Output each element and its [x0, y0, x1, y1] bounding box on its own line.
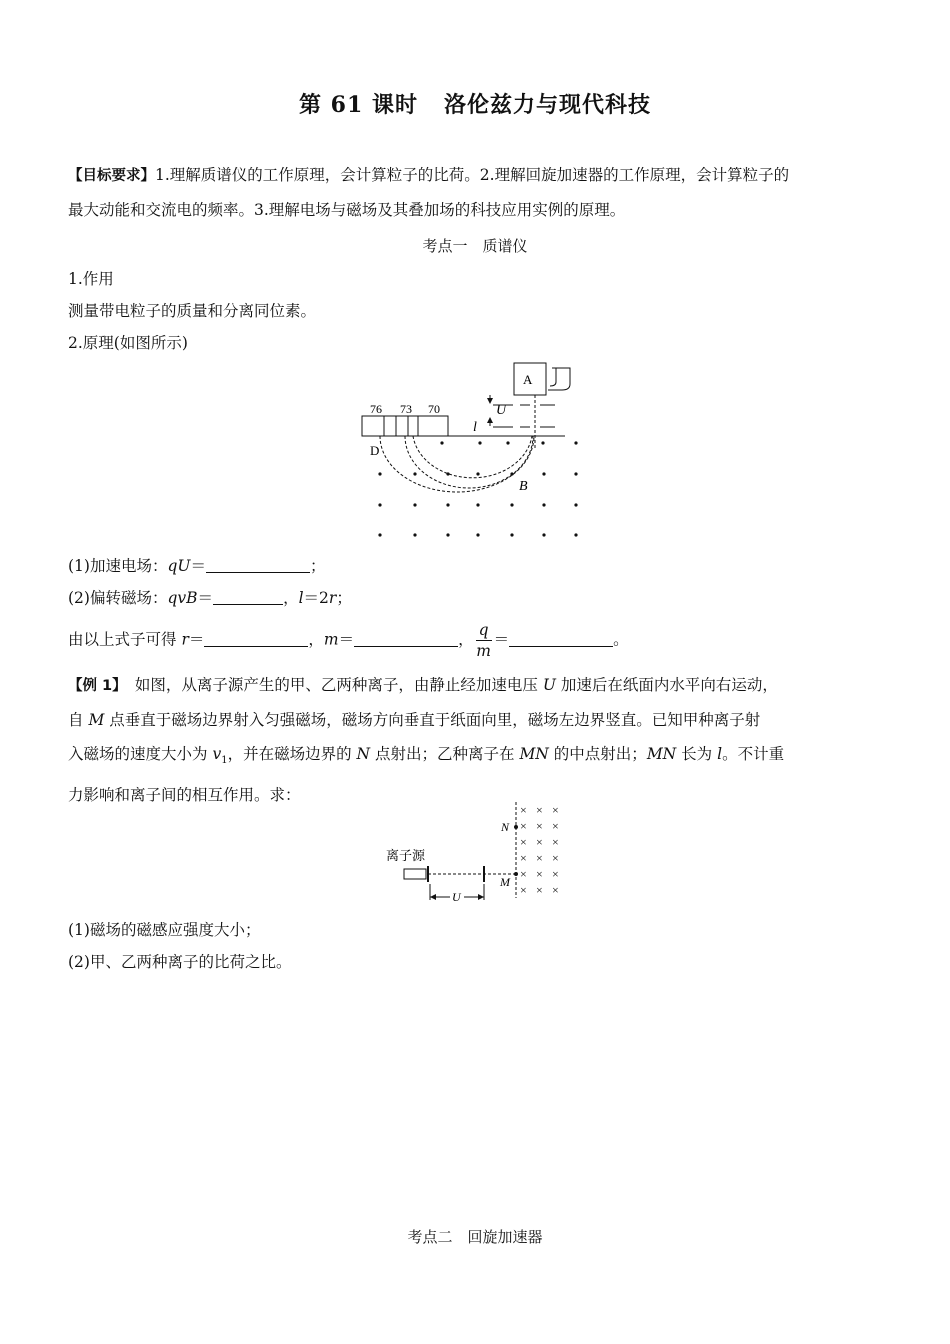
ion-source-label: 离子源	[386, 848, 426, 863]
example-text: 点射出；乙种离子在	[370, 745, 520, 763]
mark-76: 76	[370, 402, 382, 416]
question-1: (1)磁场的磁感应强度大小；	[68, 921, 261, 939]
formula-results	[68, 620, 883, 661]
svg-text:×: ×	[552, 819, 559, 833]
point-n-label: N	[501, 820, 510, 834]
objectives-tag: 【目标要求】	[68, 168, 155, 184]
svg-text:×: ×	[552, 803, 559, 817]
answer-blank-5[interactable]	[509, 630, 613, 647]
example-1	[68, 668, 883, 812]
formula3-eq3: ＝	[493, 630, 510, 649]
svg-text:×: ×	[552, 883, 559, 897]
detector-d-label: D	[370, 443, 380, 458]
lesson-topic: 洛伦兹力与现代科技	[443, 92, 651, 118]
svg-text:×: ×	[536, 851, 543, 865]
formula3-eq2: ＝	[338, 630, 355, 649]
svg-text:×: ×	[536, 835, 543, 849]
svg-text:×: ×	[552, 867, 559, 881]
svg-text:×: ×	[536, 867, 543, 881]
example-var: N	[356, 745, 371, 763]
function-heading: 1.作用	[68, 270, 114, 288]
field-crosses	[520, 803, 559, 897]
formula2-var: qvB	[167, 589, 198, 607]
voltage-u-label: U	[496, 403, 507, 418]
svg-text:×: ×	[520, 867, 527, 881]
principle-heading: 2.原理(如图所示)	[68, 334, 188, 352]
function-text: 测量带电粒子的质量和分离同位素。	[68, 302, 317, 320]
example-text: ，并在磁场边界的	[227, 745, 357, 763]
example-var: MN	[646, 745, 677, 763]
ion-source-diagram	[384, 800, 574, 910]
point-m-label: M	[500, 875, 510, 889]
answer-blank-2[interactable]	[213, 588, 283, 605]
length-l-label: l	[473, 420, 477, 435]
example-text: 力影响和离子间的相互作用。求：	[68, 786, 301, 805]
formula1-var: qU	[167, 557, 191, 575]
example-var: v	[212, 745, 222, 763]
answer-blank-3[interactable]	[204, 630, 308, 647]
svg-text:×: ×	[536, 819, 543, 833]
example-var: l	[717, 745, 723, 763]
example-var: U	[542, 676, 556, 694]
example-text: 点垂直于磁场边界射入匀强磁场，磁场方向垂直于纸面向里，磁场左边界竖直。已知甲种离子射	[104, 711, 761, 729]
formula3-eq1: ＝	[188, 630, 205, 649]
formula2-eq2: ＝2	[303, 589, 329, 607]
svg-text:×: ×	[520, 883, 527, 897]
formula1-end: ；	[309, 557, 326, 575]
mass-spectrometer-diagram	[360, 360, 590, 545]
formula2-eq: ＝	[197, 589, 214, 607]
svg-text:×: ×	[536, 883, 543, 897]
field-dots	[378, 441, 577, 536]
page-title	[0, 88, 950, 119]
objectives-line2: 最大动能和交流电的频率。3.理解电场与磁场及其叠加场的科技应用实例的原理。	[68, 201, 626, 219]
section1-heading: 考点一 质谱仪	[422, 237, 528, 255]
formula2-l: l	[298, 589, 304, 607]
example-text: 加速后在纸面内水平向右运动，	[555, 676, 778, 694]
example-text: 长为	[676, 745, 718, 763]
question-2: (2)甲、乙两种离子的比荷之比。	[68, 953, 292, 971]
objectives	[68, 158, 883, 227]
svg-text:×: ×	[536, 803, 543, 817]
svg-text:×: ×	[552, 851, 559, 865]
svg-text:×: ×	[520, 803, 527, 817]
formula3-m: m	[323, 630, 339, 649]
example-text: 自	[68, 711, 89, 729]
svg-text:×: ×	[520, 835, 527, 849]
example-text: 入磁场的速度大小为	[68, 745, 213, 763]
mark-70: 70	[428, 402, 440, 416]
lesson-number: 第 61 课时	[299, 92, 418, 118]
example-var: MN	[519, 745, 549, 763]
svg-text:×: ×	[520, 851, 527, 865]
example-text: 如图，从离子源产生的甲、乙两种离子，由静止经加速电压	[119, 676, 543, 694]
formula3-end: 。	[613, 630, 629, 649]
objectives-line1: 1.理解质谱仪的工作原理，会计算粒子的比荷。2.理解回旋加速器的工作原理，会计算粒子的	[155, 166, 790, 184]
formula2-prefix: (2)偏转磁场：	[68, 589, 168, 607]
section2-heading: 考点二 回旋加速器	[407, 1228, 543, 1246]
example-var: M	[88, 711, 105, 729]
example-text: 的中点射出；	[548, 745, 647, 763]
field-b-label: B	[519, 479, 528, 494]
svg-text:×: ×	[520, 819, 527, 833]
mark-73: 73	[400, 402, 412, 416]
formula2-sep: ，	[283, 589, 299, 607]
answer-blank-4[interactable]	[354, 630, 458, 647]
formula1-eq: ＝	[190, 557, 206, 575]
formula-deflection	[68, 581, 883, 615]
example-subscript: 1	[221, 755, 228, 767]
formula3-sep2: ，	[458, 630, 474, 649]
fraction-denominator: m	[476, 642, 491, 660]
example-tag: 【例 1】	[68, 678, 120, 694]
formula3-r: r	[181, 630, 189, 649]
formula3-sep1: ，	[308, 630, 324, 649]
fraction-numerator: q	[476, 620, 492, 641]
formula1-prefix: (1)加速电场：	[68, 557, 168, 575]
formula3-prefix: 由以上式子可得	[68, 630, 182, 649]
example-text: 。不计重	[722, 745, 785, 763]
figure2-voltage-label: U	[452, 890, 461, 904]
formula-acceleration	[68, 549, 883, 583]
charge-mass-fraction	[476, 620, 492, 661]
answer-blank-1[interactable]	[206, 556, 310, 573]
svg-text:×: ×	[552, 835, 559, 849]
formula2-end: ；	[336, 589, 352, 607]
source-a-label: A	[523, 372, 533, 387]
formula2-r: r	[328, 589, 337, 607]
